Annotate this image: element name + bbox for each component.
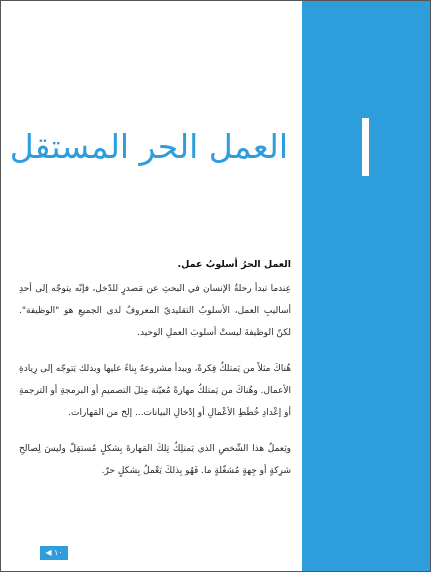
body-content <box>19 258 291 496</box>
page-number: ١٠ ◀ <box>40 546 68 560</box>
side-color-band <box>302 1 430 571</box>
section-heading: العمل الحرُ أسلوبُ عمل. <box>177 259 291 270</box>
chapter-title: العمل الحر المستقل <box>9 127 288 166</box>
paragraph-3: ويَعملُ هذا الشّخصِ الذي يَمتلِكُ تِلكَ المَهارةَ بِشكلٍ مُستقِلّ وليسَ لِصالحِ شرِكةٍ أو جِهةٍ مُشغّلةٍ ما. فَهُو بِذلكَ يَعْملُ بِشكلٍ حرّ. <box>19 444 291 476</box>
paragraph-1: عِندما تبدأ رحلةُ الإنسان في البحثِ عن مَصدرٍ للدّخل، فإنّه يتوجّه إلى أحدِ أساليبِ العمل، الأسلوبُ التقليديّ المعروفُ لدى الجميعِ هو "الوظيفة". لكنّ الوظيفةَ ليستْ أسلوبَ العملِ الوحيد. <box>19 284 291 338</box>
title-accent-bar <box>362 118 369 176</box>
paragraph-2: هُناكَ مثلاً من يَمتلكُ فِكرةً، ويبدأ مشروعهُ بِناءً عليها وبذلك يَتوجّه إلى رِيادةِ الأعمال. وهُناكَ من يَمتلكُ مهارةً مُعيّنة مِثلَ التصميمِ أو البرمجةِ أو الترجمةِ أو إعْدادِ خُطَطِ الأعْمالِ أو إدْخالِ البيانات... إلخ من المَهارات. <box>19 364 291 418</box>
